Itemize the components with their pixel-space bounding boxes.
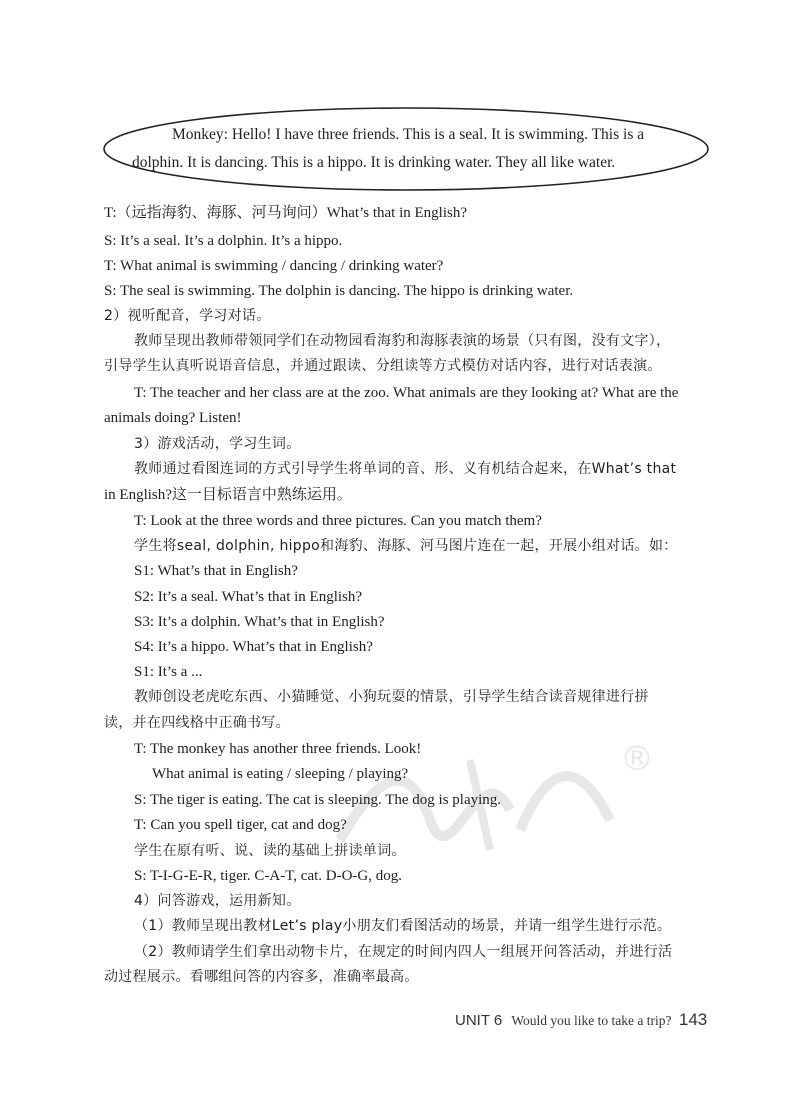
publisher-watermark xyxy=(320,730,660,860)
dialogue-line: T: The monkey has another three friends. Look! xyxy=(134,741,422,757)
text-line: 读，并在四线格中正确书写。 xyxy=(104,715,290,731)
text-line: T: What animal is swimming / dancing / drinking water? xyxy=(104,258,444,274)
section-heading: 2）视听配音，学习对话。 xyxy=(104,308,271,324)
page-number: 143 xyxy=(678,1010,708,1029)
text-line: T: The teacher and her class are at the zoo. What animals are they looking at? What are the xyxy=(134,385,679,401)
page-footer xyxy=(455,1010,707,1030)
svg-text:®: ® xyxy=(620,739,654,779)
dialogue-line: T: Can you spell tiger, cat and dog? xyxy=(134,817,347,833)
dialogue-line: S: T-I-G-E-R, tiger. C-A-T, cat. D-O-G, dog. xyxy=(134,868,403,884)
text-line: （1）教师呈现出教材Let’s play小朋友们看图活动的场景，并请一组学生进行示范。 xyxy=(134,918,672,934)
text-line: S: The seal is swimming. The dolphin is dancing. The hippo is drinking water. xyxy=(104,283,574,299)
dialogue-line: S2: It’s a seal. What’s that in English? xyxy=(134,589,363,605)
text-line: 教师通过看图连词的方式引导学生将单词的音、形、义有机结合起来，在What’s that xyxy=(134,461,677,477)
text-line: （2）教师请学生们拿出动物卡片，在规定的时间内四人一组展开问答活动，并进行活 xyxy=(134,944,673,960)
speech-bubble xyxy=(100,105,712,193)
text-line: S: It’s a seal. It’s a dolphin. It’s a hippo. xyxy=(104,233,343,249)
text-line: 动过程展示。看哪组问答的内容多，准确率最高。 xyxy=(104,969,419,985)
text-line: 教师呈现出教师带领同学们在动物园看海豹和海豚表演的场景（只有图，没有文字）， xyxy=(134,333,671,349)
dialogue-line: S4: It’s a hippo. What’s that in English? xyxy=(134,639,373,655)
text-line: 引导学生认真听说语音信息，并通过跟读、分组读等方式模仿对话内容，进行对话表演。 xyxy=(104,358,662,374)
dialogue-line: S1: What’s that in English? xyxy=(134,563,298,579)
text-line: in English?这一目标语言中熟练运用。 xyxy=(104,487,352,503)
monkey-dialogue: Monkey: Hello! I have three friends. This is a seal. It is swimming. This is a dolphin. It is dancing. This is a hippo. It is drinking water. They all like water. xyxy=(132,126,645,171)
text-line: 学生在原有听、说、读的基础上拼读单词。 xyxy=(134,843,406,859)
dialogue-line: S: The tiger is eating. The cat is sleeping. The dog is playing. xyxy=(134,792,502,808)
dialogue-line: What animal is eating / sleeping / playing? xyxy=(152,766,409,782)
text-line: animals doing? Listen! xyxy=(104,410,242,426)
unit-title: Would you like to take a trip? xyxy=(511,1013,672,1028)
dialogue-line: S3: It’s a dolphin. What’s that in English? xyxy=(134,614,385,630)
dialogue-line: S1: It’s a ... xyxy=(134,664,203,680)
text-line: 教师创设老虎吃东西、小猫睡觉、小狗玩耍的情景，引导学生结合读音规律进行拼 xyxy=(134,689,649,705)
unit-label: UNIT 6 xyxy=(455,1012,503,1029)
section-heading: 4）问答游戏，运用新知。 xyxy=(134,893,301,909)
text-line: 学生将seal, dolphin, hippo和海豹、海豚、河马图片连在一起，开展小组对话。如： xyxy=(134,538,678,554)
section-heading: 3）游戏活动，学习生词。 xyxy=(134,436,301,452)
text-line: T: Look at the three words and three pictures. Can you match them? xyxy=(134,513,542,529)
text-line: T:（远指海豹、海豚、河马询问）What’s that in English? xyxy=(104,205,467,221)
